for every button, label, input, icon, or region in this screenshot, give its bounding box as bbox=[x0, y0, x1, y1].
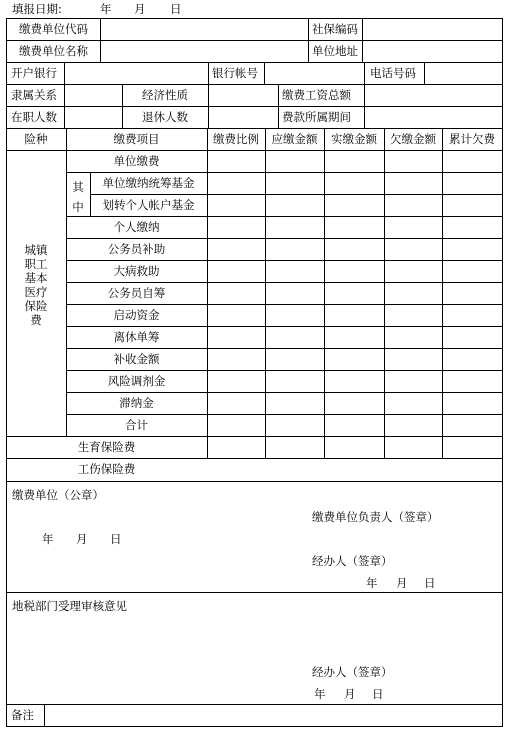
handler-date-day: 日 bbox=[424, 576, 436, 590]
fill-date-day: 日 bbox=[170, 2, 182, 16]
phone-label: 电话号码 bbox=[370, 66, 416, 80]
item-total: 合计 bbox=[125, 418, 148, 432]
fill-date-year: 年 bbox=[100, 2, 112, 16]
item-civil-subsidy: 公务员补助 bbox=[107, 242, 166, 256]
tax-handler-sign-label: 经办人（签章） bbox=[312, 665, 393, 679]
unit-address-label: 单位地址 bbox=[312, 44, 358, 58]
affiliation-label: 隶属关系 bbox=[11, 88, 57, 102]
bank-label: 开户银行 bbox=[11, 66, 57, 80]
economy-label: 经济性质 bbox=[142, 88, 188, 102]
phone-field[interactable] bbox=[425, 63, 501, 84]
maternity-insurance-label: 生育保险费 bbox=[77, 440, 136, 454]
handler-date-year: 年 bbox=[366, 576, 378, 590]
item-retired-separate: 离休单筹 bbox=[113, 330, 160, 344]
tax-opinion-label: 地税部门受理审核意见 bbox=[12, 599, 127, 613]
among-label: 其 中 bbox=[72, 180, 84, 214]
social-code-label: 社保编码 bbox=[312, 22, 358, 36]
unit-handler-sign-label: 经办人（签章） bbox=[312, 554, 393, 568]
unit-name-field[interactable] bbox=[101, 41, 307, 62]
item-civil-self: 公务员自筹 bbox=[107, 286, 166, 300]
item-serious-illness: 大病救助 bbox=[113, 264, 160, 278]
unit-leader-sign-label: 缴费单位负责人（签章） bbox=[312, 510, 439, 524]
col-header-rate: 缴费比例 bbox=[213, 132, 259, 146]
remark-label: 备注 bbox=[11, 708, 34, 722]
unit-code-field[interactable] bbox=[101, 19, 307, 40]
social-code-field[interactable] bbox=[363, 19, 501, 40]
bank-field[interactable] bbox=[65, 63, 207, 84]
item-risk-adjust: 风险调剂金 bbox=[107, 374, 166, 388]
fill-date-month: 月 bbox=[134, 2, 146, 16]
employees-field[interactable] bbox=[65, 107, 121, 128]
item-unit-pay: 单位缴费 bbox=[113, 154, 160, 168]
unit-date-month: 月 bbox=[76, 532, 88, 546]
unit-date-year: 年 bbox=[42, 532, 54, 546]
col-header-paid: 实缴金额 bbox=[331, 132, 377, 146]
item-individual: 个人缴纳 bbox=[113, 220, 160, 234]
unit-stamp-label: 缴费单位（公章） bbox=[12, 488, 104, 502]
period-field[interactable] bbox=[365, 107, 501, 128]
account-label: 银行帐号 bbox=[212, 66, 258, 80]
affiliation-field[interactable] bbox=[65, 85, 121, 106]
unit-date-day: 日 bbox=[110, 532, 122, 546]
fill-date-label: 填报日期: bbox=[12, 2, 62, 16]
unit-address-field[interactable] bbox=[363, 41, 501, 62]
item-startup-fund: 启动资金 bbox=[113, 308, 160, 322]
col-header-item: 缴费项目 bbox=[113, 132, 160, 146]
retirees-label: 退休人数 bbox=[142, 110, 188, 124]
col-header-cumulative: 累计欠费 bbox=[449, 132, 495, 146]
injury-insurance-label: 工伤保险费 bbox=[77, 462, 136, 476]
tax-opinion-field[interactable] bbox=[7, 615, 501, 663]
item-supplementary: 补收金额 bbox=[113, 352, 160, 366]
item-pool-fund: 单位缴纳统筹基金 bbox=[102, 176, 195, 190]
unit-code-label: 缴费单位代码 bbox=[19, 22, 88, 36]
economy-field[interactable] bbox=[209, 85, 277, 106]
item-transfer-personal: 划转个人帐户基金 bbox=[102, 198, 195, 212]
tax-date-day: 日 bbox=[372, 687, 384, 701]
period-label: 费款所属期间 bbox=[282, 110, 351, 124]
employees-label: 在职人数 bbox=[11, 110, 57, 124]
col-header-owed: 欠缴金额 bbox=[390, 132, 436, 146]
handler-date-month: 月 bbox=[396, 576, 408, 590]
wage-total-field[interactable] bbox=[365, 85, 501, 106]
item-late-fee: 滞纳金 bbox=[119, 396, 154, 410]
remark-field[interactable] bbox=[45, 705, 501, 726]
col-header-insurance: 险种 bbox=[24, 132, 48, 146]
retirees-field[interactable] bbox=[209, 107, 277, 128]
tax-date-month: 月 bbox=[344, 687, 356, 701]
wage-total-label: 缴费工资总额 bbox=[282, 88, 351, 102]
account-field[interactable] bbox=[265, 63, 363, 84]
tax-date-year: 年 bbox=[314, 687, 326, 701]
medical-insurance-label: 城镇 职工 基本 医疗 保险 费 bbox=[24, 243, 48, 327]
col-header-due: 应缴金额 bbox=[271, 132, 318, 146]
unit-name-label: 缴费单位名称 bbox=[19, 44, 88, 58]
